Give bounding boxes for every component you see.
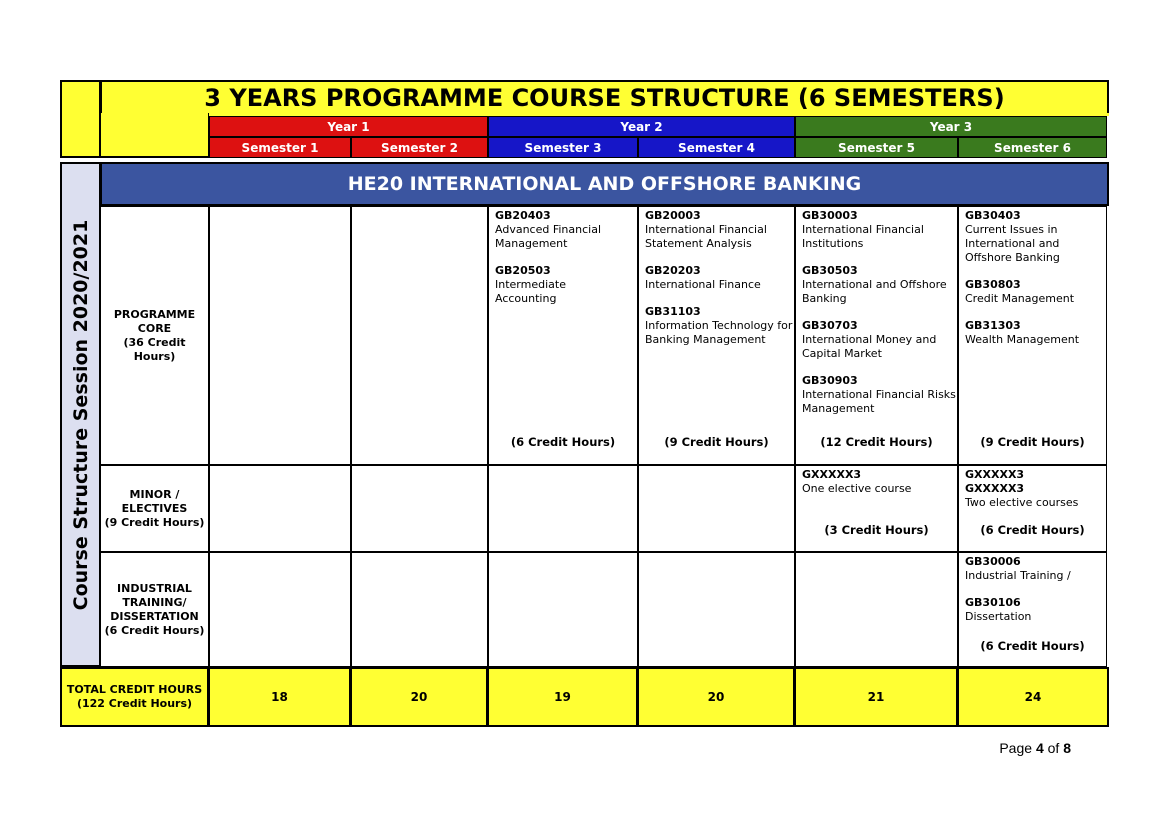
minor-sem1-cell <box>209 465 351 552</box>
course-code: GB30703 <box>802 319 858 332</box>
course-code: GB20403 <box>495 209 551 222</box>
minor-sem4-cell <box>638 465 795 552</box>
course-name: International and Offshore <box>802 278 947 291</box>
label-line: (6 Credit Hours) <box>104 623 205 637</box>
programme-banner: HE20 INTERNATIONAL AND OFFSHORE BANKING <box>100 162 1109 206</box>
credit-hours: (6 Credit Hours) <box>980 523 1085 537</box>
course-name: Information Technology for <box>645 319 793 332</box>
total-sem4: 20 <box>638 667 795 727</box>
industrial-sem4-cell <box>638 552 795 667</box>
course-name: International and <box>965 237 1060 250</box>
industrial-sem2-cell <box>351 552 488 667</box>
course-code: GB31303 <box>965 319 1021 332</box>
row-label-core <box>100 206 209 465</box>
page-prefix: Page <box>999 740 1036 756</box>
course-name: International Financial Risks <box>802 388 956 401</box>
industrial-sem6-cell <box>958 552 1107 667</box>
total-label: TOTAL CREDIT HOURS <box>66 683 203 696</box>
year-1-header: Year 1 <box>209 116 488 137</box>
course-code: GB31103 <box>645 305 701 318</box>
label-line: PROGRAMME <box>113 307 196 321</box>
course-name: Banking <box>802 292 847 305</box>
course-code: GB30503 <box>802 264 858 277</box>
credit-hours: (3 Credit Hours) <box>824 523 929 537</box>
label-line: MINOR / <box>129 487 180 501</box>
label-line: (9 Credit Hours) <box>104 515 205 529</box>
core-sem6-cell <box>958 206 1107 465</box>
course-name: Management <box>495 237 568 250</box>
semester-5-header: Semester 5 <box>795 137 958 158</box>
label-line: DISSERTATION <box>110 609 199 623</box>
credit-hours: (6 Credit Hours) <box>980 639 1085 653</box>
minor-sem2-cell <box>351 465 488 552</box>
course-name: Current Issues in <box>965 223 1058 236</box>
course-name: Banking Management <box>645 333 766 346</box>
total-credit-label <box>60 667 209 727</box>
course-code: GB30003 <box>802 209 858 222</box>
core-sem2-cell <box>351 206 488 465</box>
industrial-sem3-cell <box>488 552 638 667</box>
course-name: International Financial <box>645 223 767 236</box>
credit-hours: (9 Credit Hours) <box>664 435 769 449</box>
core-sem5-cell <box>795 206 958 465</box>
course-code: GB30006 <box>965 555 1021 568</box>
minor-sem3-cell <box>488 465 638 552</box>
label-line: Hours) <box>133 349 176 363</box>
course-code: GB30106 <box>965 596 1021 609</box>
course-code: GB20203 <box>645 264 701 277</box>
page-of: of <box>1043 740 1064 756</box>
total-sem6: 24 <box>958 667 1109 727</box>
credit-hours: (6 Credit Hours) <box>510 435 616 449</box>
row-label-minor <box>100 465 209 552</box>
course-name: Institutions <box>802 237 864 250</box>
label-line: TRAINING/ <box>122 595 187 609</box>
session-band <box>60 162 101 667</box>
page-number <box>999 740 1071 756</box>
course-name: Management <box>802 402 875 415</box>
course-name: International Financial <box>802 223 924 236</box>
page-current: 4 <box>1035 740 1044 756</box>
label-line: (36 Credit <box>123 335 186 349</box>
course-code: GXXXXX3 <box>965 468 1025 481</box>
course-name: Accounting <box>495 292 557 305</box>
course-code: GXXXXX3 <box>965 482 1025 495</box>
core-sem1-cell <box>209 206 351 465</box>
semester-1-header: Semester 1 <box>209 137 351 158</box>
year-2-header: Year 2 <box>488 116 795 137</box>
label-line: ELECTIVES <box>121 501 188 515</box>
semester-3-header: Semester 3 <box>488 137 638 158</box>
page-total: 8 <box>1063 740 1071 756</box>
course-name: Industrial Training / <box>965 569 1071 582</box>
semester-4-header: Semester 4 <box>638 137 795 158</box>
course-code: GB20003 <box>645 209 701 222</box>
minor-sem6-cell <box>958 465 1107 552</box>
total-sem1: 18 <box>209 667 351 727</box>
semester-6-header: Semester 6 <box>958 137 1107 158</box>
label-line: INDUSTRIAL <box>117 581 192 595</box>
row-label-industrial <box>100 552 209 667</box>
course-name: Capital Market <box>802 347 882 360</box>
course-name: Wealth Management <box>965 333 1080 346</box>
industrial-sem1-cell <box>209 552 351 667</box>
course-name: Statement Analysis <box>645 237 752 250</box>
session-label: Course Structure Session 2020/2021 <box>69 219 92 610</box>
course-name: Intermediate <box>495 278 566 291</box>
course-code: GB30403 <box>965 209 1021 222</box>
semester-2-header: Semester 2 <box>351 137 488 158</box>
course-code: GB20503 <box>495 264 551 277</box>
course-code: GXXXXX3 <box>802 468 862 481</box>
course-name: Two elective courses <box>965 496 1079 509</box>
total-sub: (122 Credit Hours) <box>76 697 193 710</box>
page-title: 3 YEARS PROGRAMME COURSE STRUCTURE (6 SEMESTERS) <box>100 80 1109 114</box>
course-name: Credit Management <box>965 292 1075 305</box>
header-label-cell <box>100 113 209 158</box>
label-line: CORE <box>137 321 172 335</box>
total-sem5: 21 <box>795 667 958 727</box>
industrial-sem5-cell <box>795 552 958 667</box>
course-name: Dissertation <box>965 610 1032 623</box>
course-name: One elective course <box>802 482 912 495</box>
course-name: Offshore Banking <box>965 251 1060 264</box>
core-sem3-cell <box>488 206 638 465</box>
course-code: GB30803 <box>965 278 1021 291</box>
course-code: GB30903 <box>802 374 858 387</box>
credit-hours: (12 Credit Hours) <box>820 435 933 449</box>
course-name: International Finance <box>645 278 761 291</box>
minor-sem5-cell <box>795 465 958 552</box>
course-name: International Money and <box>802 333 937 346</box>
header-corner-cell <box>60 80 101 158</box>
course-name: Advanced Financial <box>495 223 601 236</box>
total-sem2: 20 <box>351 667 488 727</box>
year-3-header: Year 3 <box>795 116 1107 137</box>
total-sem3: 19 <box>488 667 638 727</box>
core-sem4-cell <box>638 206 795 465</box>
credit-hours: (9 Credit Hours) <box>980 435 1085 449</box>
